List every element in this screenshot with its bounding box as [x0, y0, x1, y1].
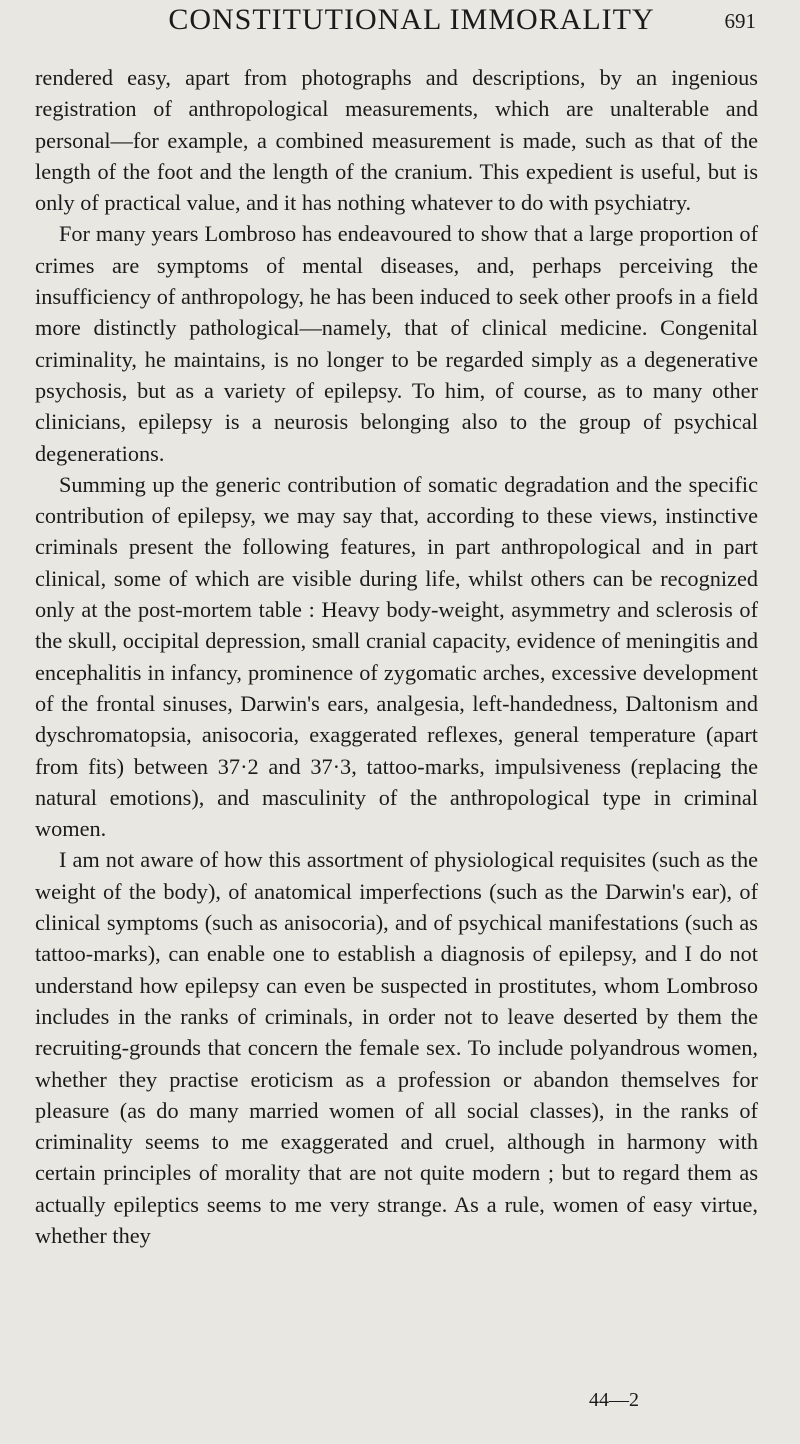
printer-signature-mark: 44—2 [589, 1389, 639, 1411]
body-text [35, 62, 758, 1251]
paragraph-features-list: Summing up the generic contribution of somatic degradation and the specific contribution of epilepsy, we may say that, according to these views, instinctive criminals present the following features, in part anthropological and in part clinical, some of which are visible during life, whilst others can be recognized only at the post-mortem table : Heavy body-weight, asymmetry and sclerosis of the skull, occipital depression, small cranial capacity, evidence of meningitis and encephalitis in infancy, prominence of zygomatic arches, excessive development of the frontal sinuses, Darwin's ears, analgesia, left-handedness, Daltonism and dyschromatopsia, anisocoria, exaggerated reflexes, general temperature (apart from fits) between 37·2 and 37·3, tattoo-marks, impulsiveness (replacing the natural emotions), and masculinity of the anthropological type in criminal women. [35, 471, 758, 842]
running-title: CONSTITUTIONAL IMMORALITY [168, 3, 655, 36]
paragraph-critique: I am not aware of how this assortment of physiological requisites (such as the weight of the body), of anatomical imperfections (such as the Darwin's ear), of clinical symptoms (such as anisocoria), and of psychical manifestations (such as tattoo-marks), can enable one to establish a diagnosis of epilepsy, and I do not understand how epilepsy can even be suspected in prostitutes, whom Lombroso includes in the ranks of criminals, in order not to leave deserted by them the recruiting-grounds that concern the female sex. To include polyandrous women, whether they practise eroticism as a profession or abandon themselves for pleasure (as do many married women of all social classes), in the ranks of criminality seems to me exaggerated and cruel, although in harmony with certain principles of morality that are not quite modern ; but to regard them as actually epileptics seems to me very strange. As a rule, women of easy virtue, whether they [35, 847, 758, 1248]
paragraph-lombroso-epilepsy: For many years Lombroso has endeavoured to show that a large proportion of crimes are symptoms of mental diseases, and, perhaps perceiving the insufficiency of anthropology, he has been induced to seek other proofs in a field more distinctly pathological—namely, that of clinical medicine. Congenital criminality, he maintains, is no longer to be regarded simply as a degenerative psychosis, but as a variety of epilepsy. To him, of course, as to many other clinicians, epilepsy is a neurosis belonging also to the group of psychical degenerations. [35, 221, 758, 466]
page-number: 691 [724, 9, 756, 33]
paragraph-continuation: rendered easy, apart from photographs and descriptions, by an ingenious registration of anthropological measurements, which are unalterable and personal—for example, a combined measurement is made, such as that of the length of the foot and the length of the cranium. This expedient is useful, but is only of practical value, and it has nothing whatever to do with psychiatry. [35, 65, 758, 216]
page-header [35, 0, 758, 62]
